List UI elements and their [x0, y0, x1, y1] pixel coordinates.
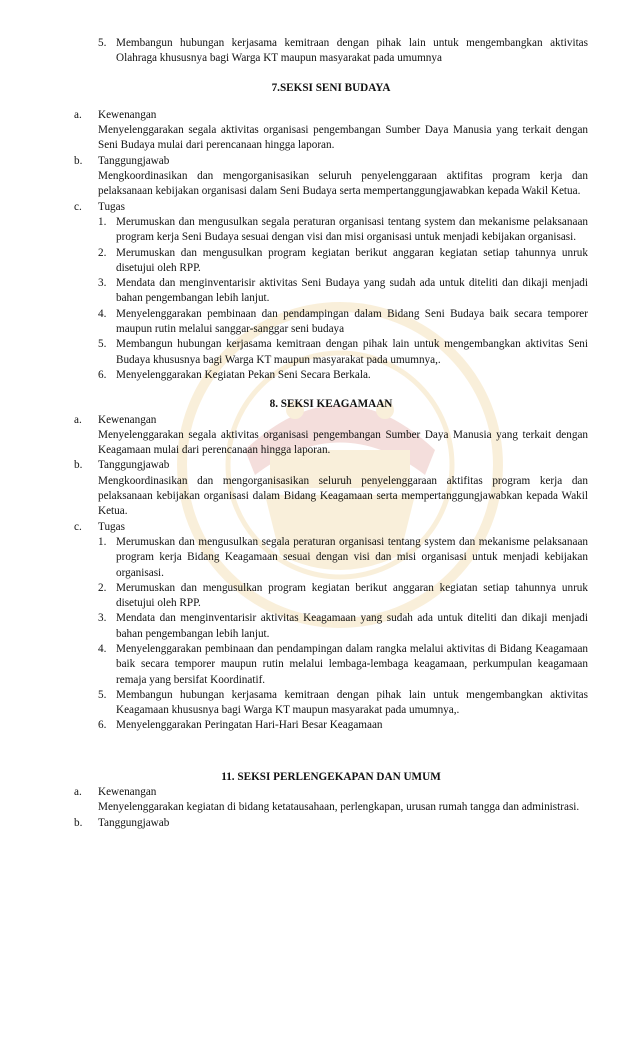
list-item: 3. Mendata dan menginventarisir aktivitas Keagamaan yang sudah ada untuk diteliti dan dikaji menjadi bahan pengembangan lebih lanjut.: [98, 612, 588, 640]
subsection-tugas: c. Tugas: [74, 200, 125, 213]
paragraph: Menyelenggarakan segala aktivitas organisasi pengembangan Sumber Daya Manusia yang terkait dengan Seni Budaya mulai dari perencanaan hingga laporan.: [98, 124, 588, 152]
document-body: [74, 36, 588, 831]
list-item: 1. Merumuskan dan mengusulkan segala peraturan organisasi tentang system dan mekanisme pelaksanaan program kerja Bidang Keagamaan sesuai dengan visi dan misi organisasi untuk menjadi kebijakan organisasi.: [98, 535, 588, 579]
subsection-kewenangan: a. Kewenangan: [74, 786, 157, 799]
section-heading-keagamaan: 8. SEKSI KEAGAMAAN: [269, 398, 393, 411]
section-heading-seni-budaya: 7.SEKSI SENI BUDAYA: [271, 81, 391, 94]
list-item: 5. Membangun hubungan kerjasama kemitraan dengan pihak lain untuk mengembangkan aktivitas Keagamaan khususnya bagi Warga KT maupun masyarakat pada umumnya,.: [98, 688, 588, 717]
section-heading-perlengkapan-umum: 11. SEKSI PERLENGEKAPAN DAN UMUM: [221, 770, 441, 783]
list-item: 4. Menyelenggarakan pembinaan dan pendampingan dalam rangka melalui aktivitas di Bidang Keagamaan baik secara temporer maupun rutin melalui lembaga-lembaga keagamaan, perkumpulan keagamaan remaja yang bersifat Koordinatif.: [98, 642, 588, 686]
list-item: 2. Merumuskan dan mengusulkan program kegiatan berikut anggaran kegiatan setiap tahunnya unruk disetujui oleh RPP.: [98, 581, 588, 610]
subsection-kewenangan: a. Kewenangan: [74, 108, 157, 121]
subsection-tugas: c. Tugas: [74, 520, 125, 533]
list-item: 2. Merumuskan dan mengusulkan program kegiatan berikut anggaran kegiatan setiap tahunnya unruk disetujui oleh RPP.: [98, 246, 588, 274]
list-item: 1. Merumuskan dan mengusulkan segala peraturan organisasi tentang system dan mekanisme pelaksanaan program kerja Seni Budaya sesuai dengan visi dan misi organisasi untuk menjadi kebijakan organisasi.: [98, 215, 588, 244]
subsection-tanggungjawab: b. Tanggungjawab: [74, 154, 170, 167]
paragraph: Menyelenggarakan kegiatan di bidang ketatausahaan, perlengkapan, urusan rumah tangga dan administrasi.: [98, 801, 580, 814]
subsection-tanggungjawab: b. Tanggungjawab: [74, 816, 170, 829]
list-item: 5. Membangun hubungan kerjasama kemitraan dengan pihak lain untuk mengembangkan aktivitas Seni Budaya khususnya bagi Warga KT maupun masyarakat pada umumnya,.: [98, 338, 588, 366]
subsection-kewenangan: a. Kewenangan: [74, 413, 157, 426]
paragraph: Mengkoordinasikan dan mengorganisasikan seluruh penyelenggaraan aktifitas program kerja dan pelaksanaan kebijakan organisasi dalam Seni Budaya serta mempertanggungjawabkan kepada Wakil Ketua.: [98, 170, 588, 198]
list-item: 5. Membangun hubungan kerjasama kemitraan dengan pihak lain untuk mengembangkan aktivitas Olahraga khususnya bagi Warga KT maupun masyarakat pada umumnya: [98, 37, 588, 65]
paragraph: Menyelenggarakan segala aktivitas organisasi pengembangan Sumber Daya Manusia yang terkait dengan Keagamaan mulai dari perencanaan hingga laporan.: [98, 428, 588, 457]
list-item: 4. Menyelenggarakan pembinaan dan pendampingan dalam Bidang Seni Budaya baik secara temporer maupun rutin melalui sanggar-sanggar seni budaya: [98, 307, 588, 336]
list-item: 6. Menyelenggarakan Kegiatan Pekan Seni Secara Berkala.: [98, 368, 371, 381]
subsection-tanggungjawab: b. Tanggungjawab: [74, 459, 170, 472]
list-item: 6. Menyelenggarakan Peringatan Hari-Hari Besar Keagamaan: [98, 719, 383, 732]
list-item: 3. Mendata dan menginventarisir aktivitas Seni Budaya yang sudah ada untuk diteliti dan dikaji menjadi bahan pengembangan lebih lanjut.: [98, 277, 588, 305]
paragraph: Mengkoordinasikan dan mengorganisasikan seluruh penyelenggaraan aktifitas program kerja dan pelaksanaan kebijakan organisasi dalam Bidang Keagamaan serta mempertanggungjawabkan kepada Wakil Ketua.: [98, 474, 588, 518]
